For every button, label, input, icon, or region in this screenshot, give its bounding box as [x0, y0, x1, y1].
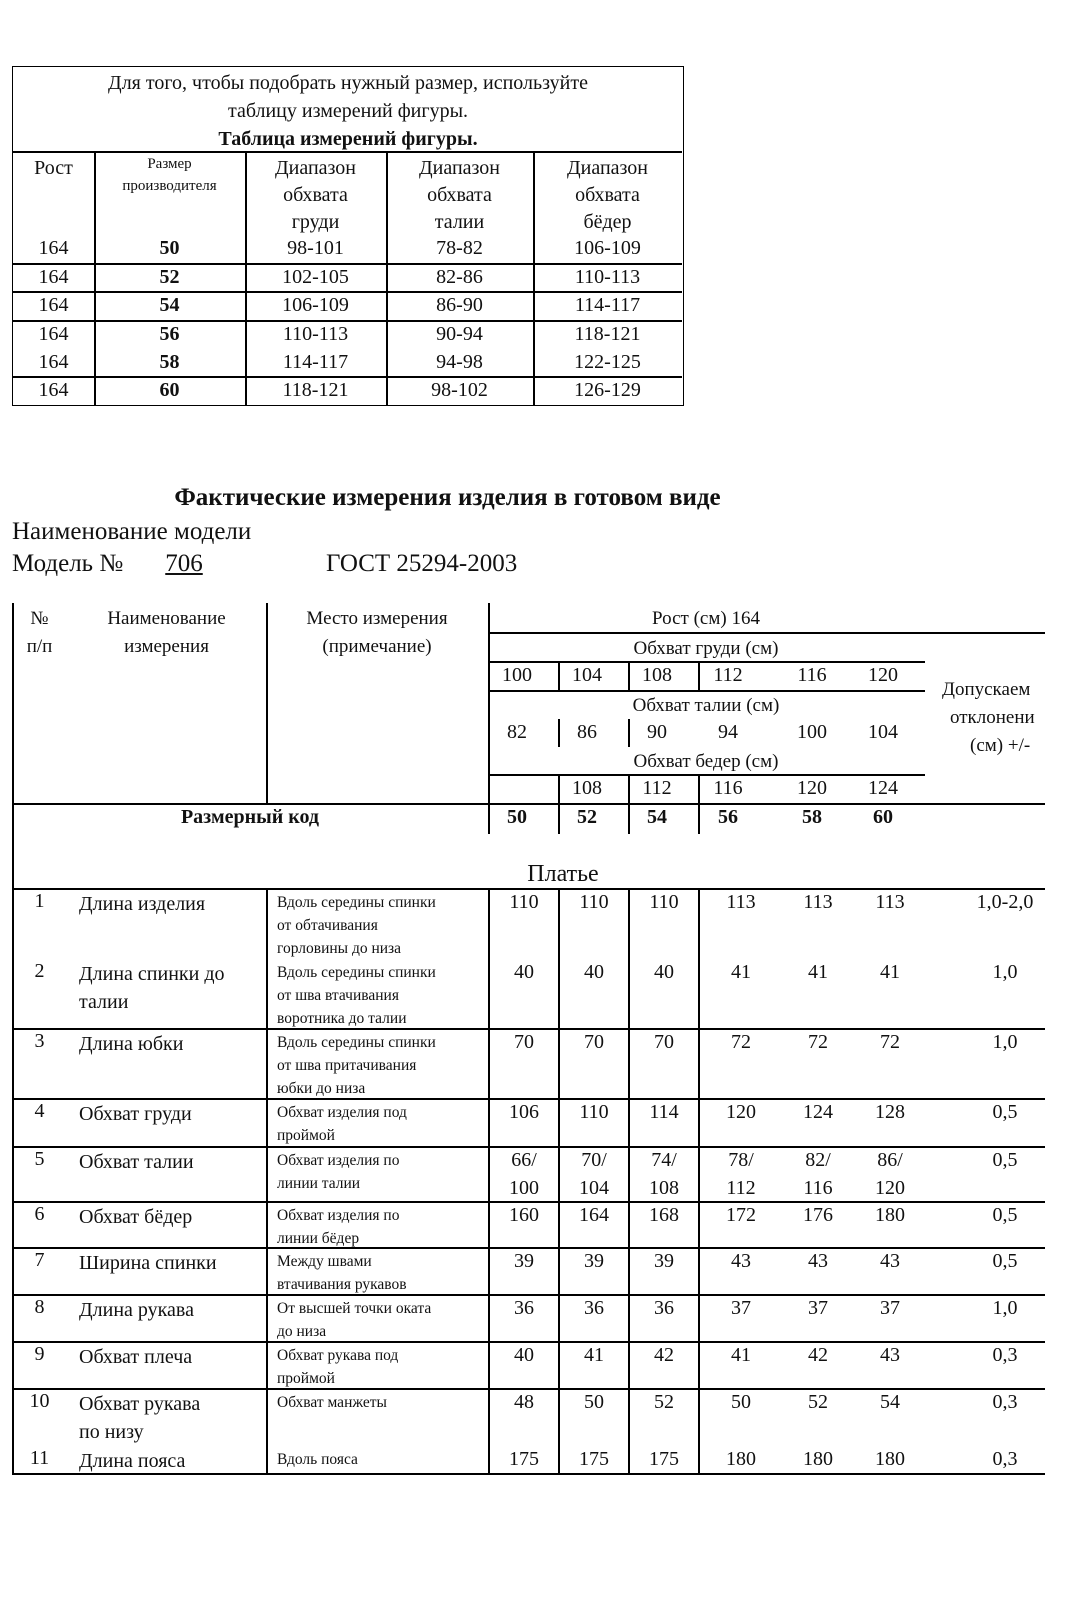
hips-value: 116 — [713, 777, 743, 799]
waist-value: 86 — [577, 721, 597, 743]
hips-value: 124 — [868, 777, 898, 799]
size-code: 54 — [647, 806, 667, 828]
row-value: 66/ — [511, 1149, 537, 1171]
row-value: 124 — [803, 1101, 833, 1123]
size-table-cell: 60 — [159, 379, 180, 401]
h-name-b: измерения — [124, 636, 209, 657]
row-place: проймой — [277, 1127, 335, 1144]
h-name-a: Наименование — [107, 608, 226, 629]
row-value: 82/ — [805, 1149, 831, 1171]
row-tolerance: 0,3 — [992, 1391, 1018, 1413]
chest-value: 112 — [713, 664, 743, 686]
row-value: 172 — [726, 1204, 756, 1226]
divider — [488, 661, 925, 663]
row-number: 8 — [34, 1296, 45, 1318]
size-table-cell: 164 — [38, 379, 69, 401]
row-name: Обхват бёдер — [79, 1206, 193, 1228]
row-number: 5 — [34, 1148, 45, 1170]
h-tol-a: Допускаем — [942, 679, 1031, 700]
row-value: 168 — [649, 1204, 679, 1226]
row-place: от шва втачивания — [277, 987, 399, 1004]
chest-value: 120 — [868, 664, 898, 686]
row-value-line-2: 116 — [803, 1177, 833, 1199]
size-table-cell: 110-113 — [282, 323, 349, 345]
size-table-cell: 78-82 — [436, 237, 483, 259]
row-place: Вдоль середины спинки — [277, 894, 436, 911]
row-place: Обхват изделия по — [277, 1152, 400, 1169]
row-value: 37 — [808, 1297, 828, 1319]
size-table-cell: 106-109 — [282, 294, 349, 316]
row-name: Ширина спинки — [79, 1252, 217, 1274]
size-table-cell: 164 — [38, 237, 69, 259]
size-table-cell: 164 — [38, 294, 69, 316]
row-value: 114 — [649, 1101, 679, 1123]
divider — [558, 889, 560, 1474]
row-value: 41 — [880, 961, 900, 983]
row-value-line-2: 120 — [875, 1177, 905, 1199]
row-number: 3 — [34, 1030, 45, 1052]
row-value: 78/ — [728, 1149, 754, 1171]
row-value: 110 — [579, 891, 609, 913]
row-tolerance: 0,5 — [992, 1250, 1018, 1272]
row-name: Длина рукава — [79, 1299, 194, 1321]
row-place: Вдоль середины спинки — [277, 964, 436, 981]
size-table-cell: 102-105 — [282, 266, 349, 288]
row-value: 70 — [514, 1031, 534, 1053]
row-number: 6 — [34, 1203, 45, 1225]
row-value: 110 — [579, 1101, 609, 1123]
row-place: линии бёдер — [277, 1230, 360, 1247]
header-waist-b: обхвата — [427, 184, 492, 206]
row-tolerance: 1,0 — [992, 961, 1018, 983]
size-code: 52 — [577, 806, 597, 828]
size-table-cell: 56 — [159, 323, 180, 345]
divider — [628, 889, 630, 1474]
header-waist-c: талии — [434, 211, 485, 233]
row-value: 180 — [875, 1204, 905, 1226]
size-table-cell: 114-117 — [574, 294, 641, 316]
chest-value: 108 — [642, 664, 672, 686]
row-value: 40 — [584, 961, 604, 983]
header-height: Рост — [34, 157, 73, 179]
h-height: Рост (см) 164 — [652, 608, 760, 629]
row-place: юбки до низа — [277, 1080, 366, 1097]
row-number: 2 — [34, 960, 45, 982]
row-name: Длина изделия — [79, 893, 206, 915]
row-value: 43 — [731, 1250, 751, 1272]
row-name-line-2: по низу — [79, 1421, 144, 1443]
size-table-cell: 164 — [38, 266, 69, 288]
size-code: 56 — [718, 806, 738, 828]
row-value: 72 — [880, 1031, 900, 1053]
row-value: 180 — [803, 1448, 833, 1470]
row-name: Обхват груди — [79, 1103, 192, 1125]
row-value: 43 — [808, 1250, 828, 1272]
h-place-b: (примечание) — [322, 636, 432, 657]
row-tolerance: 0,5 — [992, 1149, 1018, 1171]
row-place: воротника до талии — [277, 1010, 407, 1027]
waist-value: 94 — [718, 721, 738, 743]
row-value-line-2: 112 — [726, 1177, 756, 1199]
divider — [488, 632, 1045, 634]
model-no-label: Модель № — [12, 550, 124, 577]
row-name: Длина юбки — [79, 1033, 184, 1055]
row-value: 41 — [731, 961, 751, 983]
row-value-line-2: 104 — [579, 1177, 609, 1199]
h-num-a: № — [30, 608, 49, 629]
size-table-cell: 164 — [38, 323, 69, 345]
row-value: 54 — [880, 1391, 900, 1413]
chest-value: 100 — [502, 664, 532, 686]
row-value: 39 — [654, 1250, 674, 1272]
h-place-a: Место измерения — [306, 608, 448, 629]
row-value: 72 — [808, 1031, 828, 1053]
row-value: 106 — [509, 1101, 539, 1123]
row-place: От высшей точки оката — [277, 1300, 432, 1317]
size-table-cell: 110-113 — [574, 266, 641, 288]
hips-value: 108 — [572, 777, 602, 799]
header-chest-c: груди — [291, 211, 340, 233]
row-value: 160 — [509, 1204, 539, 1226]
row-value: 113 — [726, 891, 756, 913]
size-table-cell: 86-90 — [436, 294, 483, 316]
row-tolerance: 1,0 — [992, 1031, 1018, 1053]
h-tol-b: отклонени — [950, 707, 1035, 728]
row-value: 110 — [509, 891, 539, 913]
row-value: 176 — [803, 1204, 833, 1226]
size-table-cell: 98-101 — [287, 237, 344, 259]
divider — [488, 774, 925, 776]
row-place: горловины до низа — [277, 940, 402, 957]
row-value: 36 — [654, 1297, 674, 1319]
row-value: 37 — [731, 1297, 751, 1319]
size-code: 60 — [873, 806, 893, 828]
row-value: 50 — [584, 1391, 604, 1413]
row-value: 36 — [584, 1297, 604, 1319]
row-value: 113 — [803, 891, 833, 913]
row-number: 1 — [34, 890, 45, 912]
row-name: Обхват рукава — [79, 1393, 201, 1415]
row-place: Вдоль пояса — [277, 1451, 358, 1468]
size-table-cell: 82-86 — [436, 266, 483, 288]
row-value: 164 — [579, 1204, 609, 1226]
row-number: 11 — [29, 1447, 50, 1469]
size-table-cell: 50 — [159, 237, 180, 259]
header-hips-c: бёдер — [583, 211, 632, 233]
row-place: проймой — [277, 1370, 335, 1387]
h-waist: Обхват талии (см) — [632, 695, 780, 716]
waist-value: 104 — [868, 721, 898, 743]
section-label: Платье — [527, 861, 599, 887]
row-place: линии талии — [277, 1175, 361, 1192]
row-value: 86/ — [877, 1149, 903, 1171]
intro-line-1: Для того, чтобы подобрать нужный размер, используйте — [108, 72, 588, 94]
size-table-cell: 106-109 — [574, 237, 641, 259]
row-place: Обхват изделия под — [277, 1104, 407, 1121]
measurements-title: Фактические измерения изделия в готовом виде — [174, 484, 721, 511]
row-place: от шва притачивания — [277, 1057, 417, 1074]
row-value: 120 — [726, 1101, 756, 1123]
divider — [266, 889, 268, 1474]
h-hips: Обхват бедер (см) — [633, 751, 779, 772]
row-number: 10 — [29, 1390, 50, 1412]
header-size-b: производителя — [122, 178, 217, 194]
row-value: 70 — [584, 1031, 604, 1053]
model-name-label: Наименование модели — [12, 518, 252, 545]
row-value: 128 — [875, 1101, 905, 1123]
size-table-title: Таблица измерений фигуры. — [218, 128, 478, 150]
row-value: 43 — [880, 1344, 900, 1366]
row-value: 42 — [654, 1344, 674, 1366]
row-tolerance: 0,3 — [992, 1344, 1018, 1366]
header-size-a: Размер — [147, 156, 192, 172]
chest-value: 104 — [572, 664, 602, 686]
row-name-line-2: талии — [79, 991, 129, 1013]
size-table-cell: 114-117 — [282, 351, 349, 373]
size-table-cell: 58 — [159, 351, 180, 373]
row-place: Между швами — [277, 1253, 372, 1270]
row-value: 180 — [726, 1448, 756, 1470]
size-table-cell: 90-94 — [436, 323, 483, 345]
row-value: 72 — [731, 1031, 751, 1053]
row-value: 40 — [514, 961, 534, 983]
row-place: Вдоль середины спинки — [277, 1034, 436, 1051]
row-tolerance: 0,5 — [992, 1204, 1018, 1226]
h-chest: Обхват груди (см) — [633, 638, 779, 659]
size-table-cell: 164 — [38, 351, 69, 373]
row-number: 7 — [34, 1249, 45, 1271]
divider — [488, 889, 490, 1474]
row-value: 43 — [880, 1250, 900, 1272]
intro-line-2: таблицу измерений фигуры. — [227, 100, 469, 122]
divider — [698, 889, 700, 1474]
header-chest-b: обхвата — [283, 184, 348, 206]
row-place: втачивания рукавов — [277, 1276, 407, 1293]
row-value: 39 — [584, 1250, 604, 1272]
size-table-cell: 122-125 — [574, 351, 641, 373]
row-place: Обхват изделия по — [277, 1207, 400, 1224]
size-table-cell: 118-121 — [282, 379, 349, 401]
row-value: 36 — [514, 1297, 534, 1319]
size-table-cell: 98-102 — [431, 379, 488, 401]
row-tolerance: 0,3 — [992, 1448, 1018, 1470]
waist-value: 90 — [647, 721, 667, 743]
divider — [488, 603, 490, 834]
row-value: 110 — [649, 891, 679, 913]
hips-value: 120 — [797, 777, 827, 799]
row-tolerance: 1,0-2,0 — [976, 891, 1034, 913]
row-value: 70 — [654, 1031, 674, 1053]
row-place: Обхват рукава под — [277, 1347, 399, 1364]
row-value-line-2: 100 — [509, 1177, 539, 1199]
row-value: 41 — [731, 1344, 751, 1366]
row-value: 48 — [514, 1391, 534, 1413]
row-value: 41 — [808, 961, 828, 983]
row-value: 37 — [880, 1297, 900, 1319]
row-value: 40 — [514, 1344, 534, 1366]
waist-value: 82 — [507, 721, 527, 743]
row-value: 52 — [808, 1391, 828, 1413]
gost: ГОСТ 25294-2003 — [326, 550, 518, 577]
row-value: 175 — [579, 1448, 609, 1470]
header-hips-b: обхвата — [575, 184, 640, 206]
h-num-b: п/п — [26, 636, 53, 657]
hips-value: 112 — [642, 777, 672, 799]
h-tol-c: (см) +/- — [970, 735, 1031, 756]
row-value: 52 — [654, 1391, 674, 1413]
row-value: 113 — [875, 891, 905, 913]
row-value: 41 — [584, 1344, 604, 1366]
divider — [488, 690, 925, 692]
row-number: 4 — [34, 1100, 45, 1122]
row-place: Обхват манжеты — [277, 1394, 387, 1411]
size-code-label: Размерный код — [180, 806, 320, 828]
header-chest-a: Диапазон — [274, 157, 357, 179]
row-value: 74/ — [651, 1149, 677, 1171]
model-no: 706 — [165, 550, 203, 577]
row-value: 40 — [654, 961, 674, 983]
divider — [266, 603, 268, 804]
row-value: 42 — [808, 1344, 828, 1366]
waist-value: 100 — [797, 721, 827, 743]
row-place: от обтачивания — [277, 917, 378, 934]
row-value: 180 — [875, 1448, 905, 1470]
row-value-line-2: 108 — [649, 1177, 679, 1199]
size-code: 58 — [802, 806, 822, 828]
header-hips-a: Диапазон — [566, 157, 649, 179]
row-place: до низа — [277, 1323, 327, 1340]
size-table-cell: 54 — [159, 294, 180, 316]
size-table-cell: 126-129 — [574, 379, 641, 401]
divider — [12, 803, 1045, 805]
row-value: 39 — [514, 1250, 534, 1272]
header-waist-a: Диапазон — [418, 157, 501, 179]
row-value: 50 — [731, 1391, 751, 1413]
size-table-cell: 94-98 — [436, 351, 483, 373]
size-table-cell: 118-121 — [574, 323, 641, 345]
row-tolerance: 1,0 — [992, 1297, 1018, 1319]
size-code: 50 — [507, 806, 527, 828]
chest-value: 116 — [797, 664, 827, 686]
row-name: Обхват талии — [79, 1151, 194, 1173]
row-value: 70/ — [581, 1149, 607, 1171]
row-name: Обхват плеча — [79, 1346, 193, 1368]
row-value: 175 — [509, 1448, 539, 1470]
row-number: 9 — [34, 1343, 45, 1365]
row-value: 175 — [649, 1448, 679, 1470]
row-name: Длина пояса — [79, 1450, 186, 1472]
size-table-cell: 52 — [159, 266, 180, 288]
row-tolerance: 0,5 — [992, 1101, 1018, 1123]
row-name: Длина спинки до — [79, 963, 225, 985]
